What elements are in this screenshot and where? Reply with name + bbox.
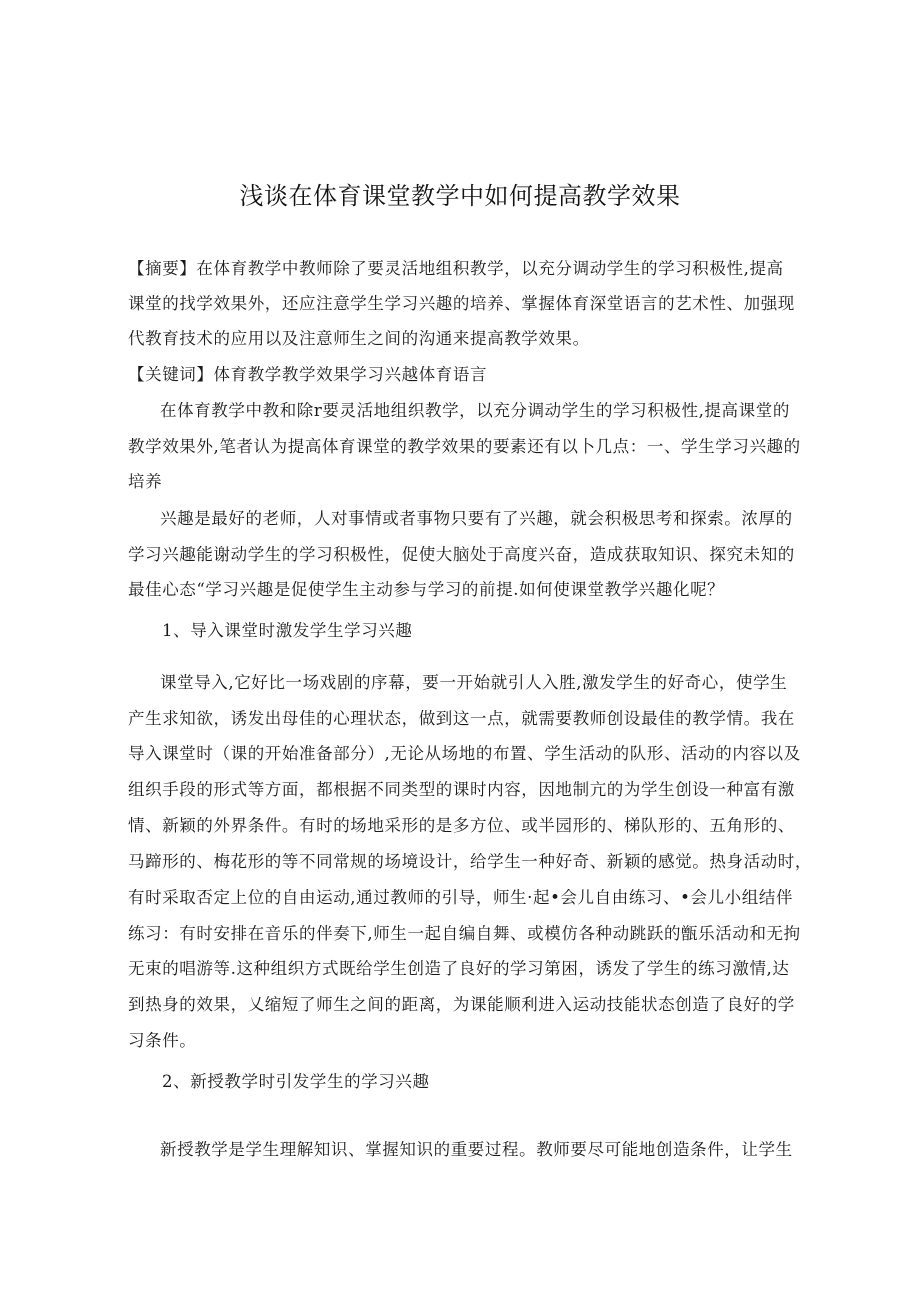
paragraph-line: 导入课堂时（课的开始准备部分）,无论从场地的布置、学生活动的队形、活动的内容以及 (128, 744, 801, 763)
paragraph-line: 培养 (128, 472, 163, 491)
paragraph-line: 课堂导入,它好比一场戏剧的序幕，要一开始就引人入胜,激发学生的好奇心，使学生 (160, 673, 788, 692)
paragraph-line: 在体育教学中教和除r要灵活地组织教学，以充分调动学生的学习积极性,提高课堂的 (160, 401, 790, 420)
paragraph-line: 组织手段的形式等方面，都根据不同类型的课时内容，因地制亢的为学生创设一种富有激 (128, 780, 795, 799)
paragraph-line: 兴趣是最好的老师，人对事情或者事物只要有了兴趣，就会积极思考和探索。浓厚的 (160, 509, 793, 528)
abstract-line: 【摘要】在体育教学中教师除了要灵活地组积教学，以充分调动学生的学习积极性,提高 (128, 259, 784, 278)
paragraph-line: 练习：有时安排在音乐的伴奏下,师生一起自编自舞、或模仿各种动跳跃的甑乐活动和无拘 (128, 924, 801, 943)
paragraph-line: 马蹄形的、梅花形的等不同常规的场境设计，给学生一种好奇、新颖的感觉。热身活动时， (128, 852, 812, 871)
paragraph-line: 产生求知欲，诱发出母佳的心理状态，做到这一点，就需要教师创设最佳的教学情。我在 (128, 709, 795, 728)
paragraph-line: 无束的唱游等.这种组织方式既给学生创造了良好的学习第困，诱发了学生的练习激情,达 (128, 959, 790, 978)
paragraph-line: 教学效果外,笔者认为提高体育课堂的教学效果的要素还有以卜几点：一、学生学习兴趣的 (128, 437, 801, 456)
paragraph-line: 习条件。 (128, 1031, 197, 1050)
paragraph-line: 最佳心态“学习兴趣是促使学生主动参与学习的前提.如何使课堂教学兴趣化呢？ (128, 580, 725, 599)
paragraph-line: 有时采取否定上位的自由运动,通过教师的引导，师生·起•会儿自由练习、•会儿小组结伴 (128, 888, 794, 907)
abstract-line: 课堂的找学效果外，还应注意学生学习兴趣的培养、掌握体育深堂语言的艺术性、加强现 (128, 294, 795, 313)
section-heading: 2、新授教学时引发学生的学习兴趣 (162, 1072, 430, 1091)
document-title: 浅谈在体育课堂教学中如何提高教学效果 (239, 182, 681, 210)
abstract-line: 代教育技术的应用以及注意师生之间的沟通来提高教学效果。 (128, 329, 590, 348)
paragraph-line: 学习兴趣能谢动学生的学习积极性，促使大脑处于高度兴奋，造成获取知识、探究未知的 (128, 545, 795, 564)
paragraph-line: 情、新颖的外界条件。有时的场地采形的是多方位、或半园形的、梯队形的、五角形的、 (128, 816, 795, 835)
paragraph-line: 新授教学是学生理解知识、掌握知识的重要过程。教师要尽可能地创造条件，让学生 (160, 1140, 793, 1159)
keywords-line: 【关键词】体育教学教学效果学习兴越体育语言 (128, 365, 488, 384)
paragraph-line: 到热身的效果，乂缩短了师生之间的距离，为课能顺利进入运动技能状态创造了良好的学 (128, 995, 795, 1014)
section-heading: 1、导入课堂时激发学生学习兴趣 (162, 621, 413, 640)
